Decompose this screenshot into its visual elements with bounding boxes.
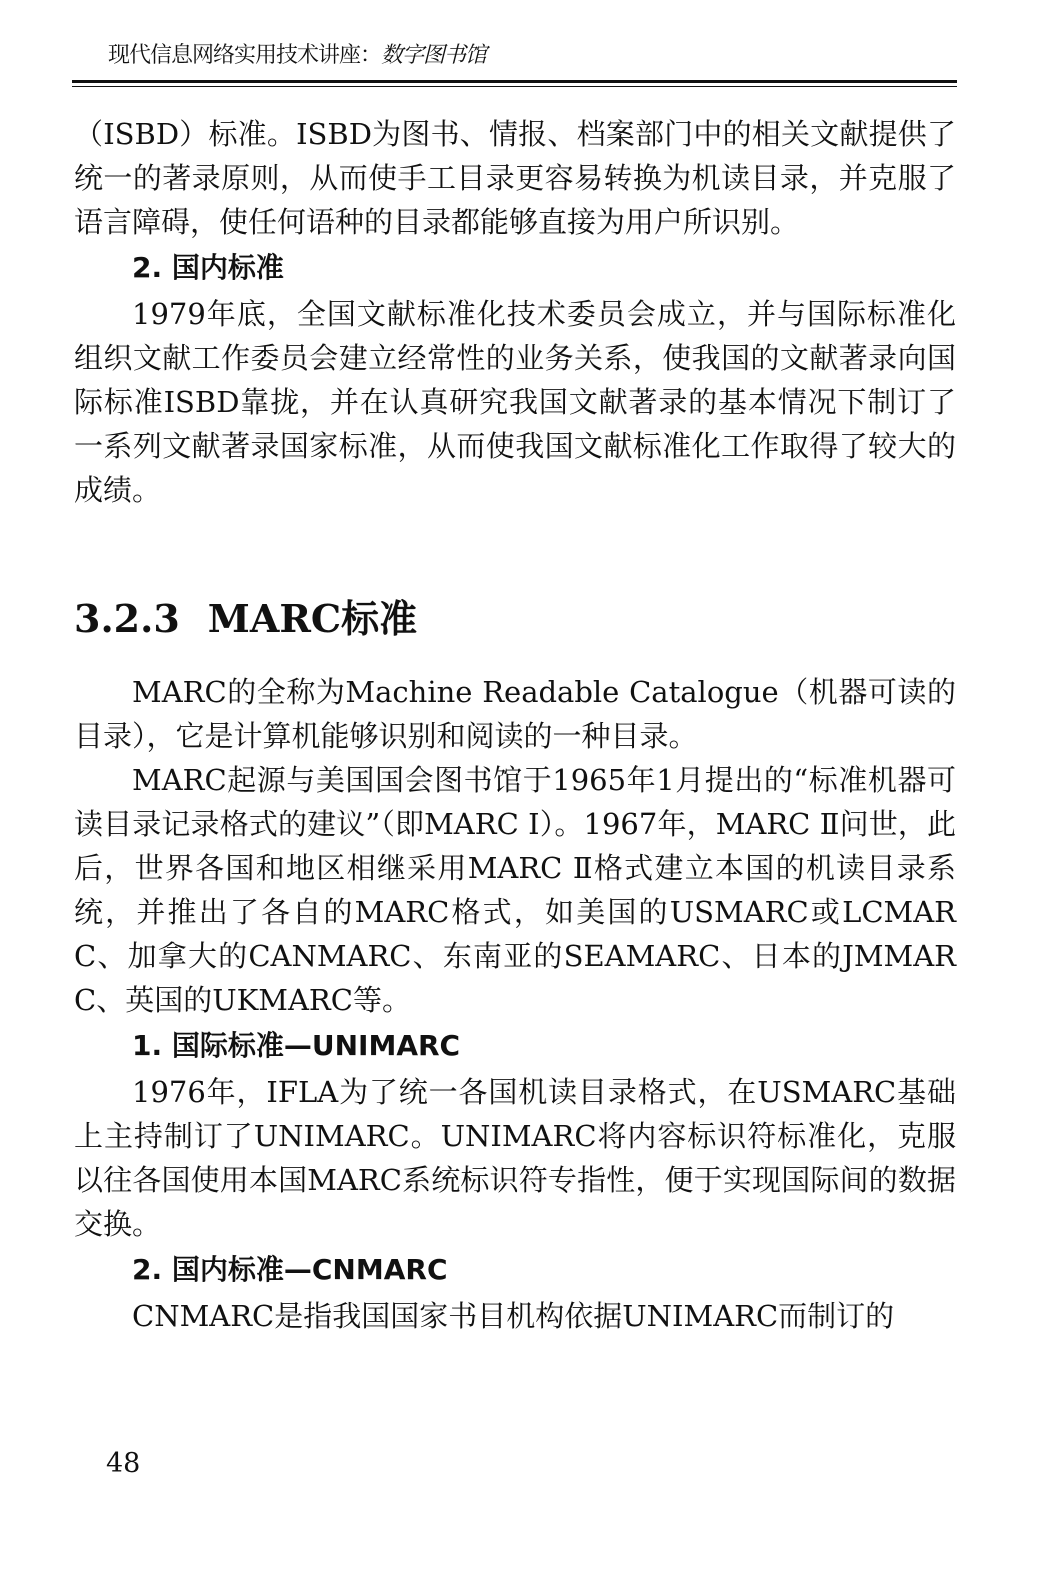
paragraph-1979: 1979年底，全国文献标准化技术委员会成立，并与国际标准化组织文献工作委员会建立经常性的业务关系，使我国的文献著录向国际标准ISBD靠拢，并在认真研究我国文献著录的基本情况下制订了一系列文献著录国家标准，从而使我国文献标准化工作取得了较大的成绩。: [74, 297, 956, 507]
subheading-unimarc: 1. 国际标准—UNIMARC: [132, 1029, 461, 1062]
page-number: 48: [106, 1448, 141, 1479]
section-number: 3.2.3: [74, 596, 180, 641]
running-head-title: 现代信息网络实用技术讲座：: [108, 43, 382, 68]
paragraph-marc-origin: MARC起源与美国国会图书馆于1965年1月提出的“标准机器可读目录记录格式的建议”（即MARC Ⅰ）。1967年，MARC Ⅱ问世，此后，世界各国和地区相继采用MARC Ⅱ格式建立本国的机读目录系统，并推出了各自的MARC格式，如美国的USMARC或LCMARC、加拿大的CANMARC、东南亚的SEAMARC、日本的JMMARC、英国的UKMARC等。: [74, 763, 956, 1017]
subheading-domestic-standard: 2. 国内标准: [132, 251, 284, 284]
running-head-series: 数字图书馆: [381, 43, 487, 68]
page-body: [74, 112, 956, 1338]
subheading-cnmarc: 2. 国内标准—CNMARC: [132, 1253, 448, 1286]
paragraph-cnmarc: CNMARC是指我国国家书目机构依据UNIMARC而制订的: [132, 1299, 895, 1333]
section-title: MARC标准: [207, 596, 418, 641]
paragraph-unimarc: 1976年，IFLA为了统一各国机读目录格式，在USMARC基础上主持制订了UNIMARC。UNIMARC将内容标识符标准化，克服以往各国使用本国MARC系统标识符专指性，便于实现国际间的数据交换。: [74, 1075, 956, 1241]
paragraph-marc-definition: MARC的全称为Machine Readable Catalogue（机器可读的目录），它是计算机能够识别和阅读的一种目录。: [74, 675, 956, 753]
paragraph-isbd: （ISBD）标准。ISBD为图书、情报、档案部门中的相关文献提供了统一的著录原则，从而使手工目录更容易转换为机读目录，并克服了语言障碍，使任何语种的目录都能够直接为用户所识别。: [74, 117, 956, 239]
section-heading: [74, 594, 956, 644]
header-rule-thin: [72, 86, 957, 87]
header-rule-thick: [72, 80, 957, 83]
running-head: [108, 38, 486, 69]
